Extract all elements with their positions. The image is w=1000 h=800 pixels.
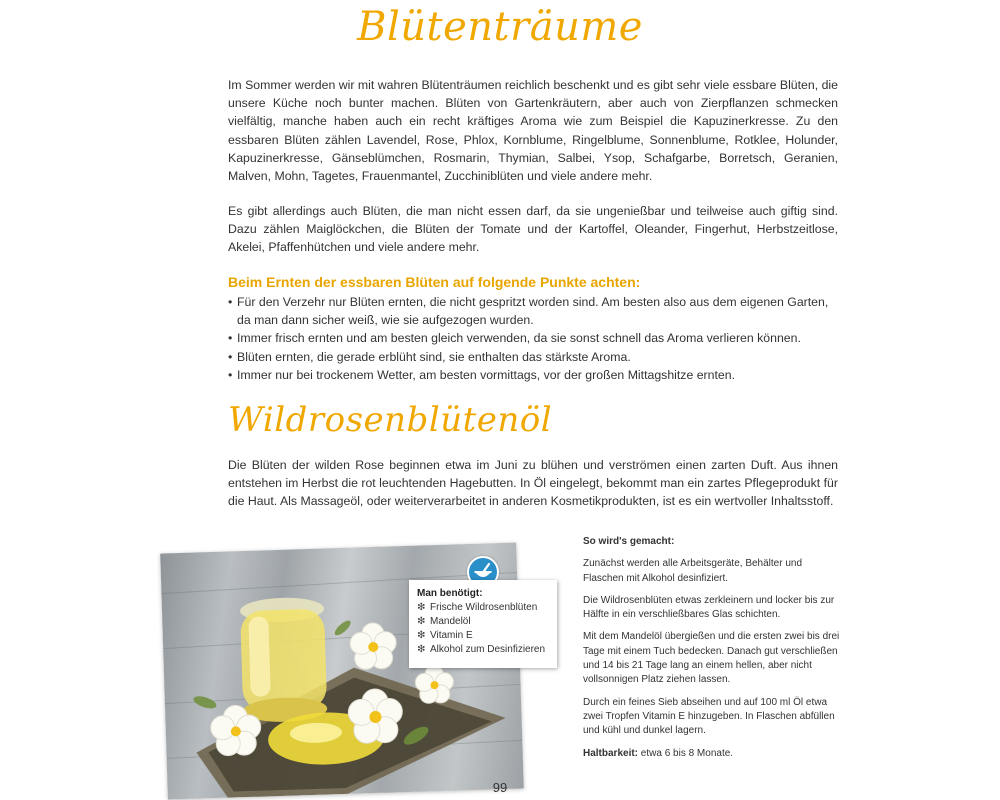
instruction-step: Mit dem Mandelöl übergießen und die ersten zwei bis drei Tage mit einem Tuch bedecken. Danach gut verschließen und 14 bis 21 Tage lang an einem hellen, aber nicht vollsonnigen Platz ziehen lassen. bbox=[583, 631, 840, 686]
ingredients-box bbox=[409, 580, 557, 668]
rose-paragraph: Die Blüten der wilden Rose beginnen etwa im Juni zu blühen und verströmen einen zarten Duft. Aus ihnen entstehen im Herbst die rot leuchtenden Hagebutten. In Öl eingelegt, bekommt man ein zartes Pflegeprodukt für die Haut. Als Massageöl, oder weiterverarbeitet in anderen Kosmetikprodukten, ist es ein wertvoller Inhaltsstoff. bbox=[228, 458, 838, 509]
snowflake-icon: ❇ bbox=[417, 644, 426, 655]
snowflake-icon: ❇ bbox=[417, 630, 426, 641]
list-item: • Für den Verzehr nur Blüten ernten, die nicht gespritzt worden sind. Am besten also aus dem eigenen Garten, da man dann sicher weiß, wie sie aufgezogen wurden. bbox=[228, 295, 829, 328]
intro-paragraph-1: Im Sommer werden wir mit wahren Blütenträumen reichlich beschenkt und es gibt sehr viele essbare Blüten, die unsere Küche noch bunter machen. Blüten von Gartenkräutern, aber auch von Zierpflanzen schmecken vielfältig, manche haben auch ein recht kräftiges Aroma wie zum Beispiel die Kapuzinerkresse. Zu den essbaren Blüten zählen Lavendel, Rose, Phlox, Kornblume, Ringelblume, Sonnenblume, Rotklee, Holunder, Kapuzinerkresse, Gänseblümchen, Rosmarin, Thymian, Salbei, Ysop, Schafgarbe, Borretsch, Geranien, Malven, Mohn, Tagetes, Frauenmantel, Zucchiniblüten und viele andere mehr. bbox=[228, 78, 838, 184]
harvest-heading: Beim Ernten der essbaren Blüten auf folgende Punkte achten: bbox=[228, 274, 641, 290]
shelf-life-value: etwa 6 bis 8 Monate. bbox=[638, 747, 734, 759]
page-title: Blütenträume bbox=[357, 4, 643, 50]
shelf-life bbox=[583, 747, 841, 761]
shelf-life-label: Haltbarkeit: bbox=[583, 747, 639, 759]
snowflake-icon: ❇ bbox=[417, 602, 426, 613]
list-item: • Immer nur bei trockenem Wetter, am besten vormittags, vor der großen Mittagshitze ernten. bbox=[228, 367, 735, 382]
list-item: ❇ Mandelöl bbox=[417, 616, 471, 627]
instruction-step: Die Wildrosenblüten etwas zerkleinern und locker bis zur Hälfte in ein verschließbares Glas schichten. bbox=[583, 594, 835, 621]
list-item: • Immer frisch ernten und am besten gleich verwenden, da sie sonst schnell das Aroma verlieren können. bbox=[228, 331, 801, 346]
harvest-list bbox=[228, 293, 840, 384]
instructions bbox=[583, 535, 841, 769]
instructions-title: So wird's gemacht: bbox=[583, 536, 675, 547]
snowflake-icon: ❇ bbox=[417, 616, 426, 627]
list-item: ❇ Alkohol zum Desinfizieren bbox=[417, 644, 546, 655]
list-item: ❇ Vitamin E bbox=[417, 630, 473, 641]
ingredients-list bbox=[417, 601, 551, 657]
instruction-step: Durch ein feines Sieb abseihen und auf 100 ml Öl etwa zwei Tropfen Vitamin E hinzugeben. In Flaschen abfüllen und kühl und dunkel lagern. bbox=[583, 696, 835, 737]
ingredients-title: Man benötigt: bbox=[417, 588, 483, 599]
list-item: • Blüten ernten, die gerade erblüht sind, sie enthalten das stärkste Aroma. bbox=[228, 349, 631, 364]
page-number: 99 bbox=[492, 780, 508, 795]
instruction-step: Zunächst werden alle Arbeitsgeräte, Behälter und Flaschen mit Alkohol desinfiziert. bbox=[583, 558, 803, 584]
intro-paragraph-2: Es gibt allerdings auch Blüten, die man nicht essen darf, da sie ungenießbar und teilweise auch giftig sind. Dazu zählen Maiglöckchen, die Blüten der Tomate und der Kartoffel, Oleander, Fingerhut, Herbstzeitlose, Akelei, Pfaffenhütchen und viele andere mehr. bbox=[228, 204, 838, 255]
list-item: ❇ Frische Wildrosenblüten bbox=[417, 602, 538, 613]
section-title: Wildrosenblütenöl bbox=[228, 400, 553, 440]
